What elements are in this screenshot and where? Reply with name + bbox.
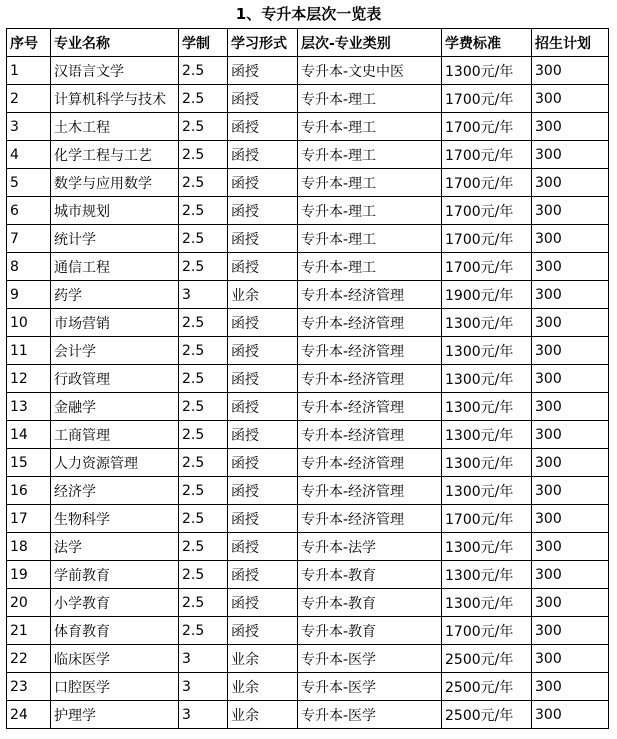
cell-tuition: 1300元/年 [442,365,532,393]
cell-major: 经济学 [51,477,179,505]
table-row [7,477,609,505]
cell-quota: 300 [532,421,609,449]
cell-study-mode: 业余 [228,701,298,729]
cell-category: 专升本-经济管理 [298,505,442,533]
cell-duration: 2.5 [179,57,228,85]
cell-category: 专升本-理工 [298,141,442,169]
cell-duration: 2.5 [179,449,228,477]
cell-major: 临床医学 [51,645,179,673]
table-row [7,673,609,701]
cell-quota: 300 [532,141,609,169]
cell-category: 专升本-理工 [298,225,442,253]
cell-duration: 2.5 [179,169,228,197]
header-major: 专业名称 [51,29,179,57]
cell-duration: 2.5 [179,393,228,421]
cell-tuition: 1300元/年 [442,393,532,421]
cell-tuition: 1700元/年 [442,253,532,281]
cell-index: 17 [7,505,51,533]
cell-study-mode: 函授 [228,589,298,617]
table-row [7,225,609,253]
cell-quota: 300 [532,365,609,393]
table-row [7,393,609,421]
cell-index: 12 [7,365,51,393]
table-row [7,589,609,617]
cell-tuition: 1700元/年 [442,141,532,169]
cell-study-mode: 函授 [228,393,298,421]
table-row [7,701,609,729]
table-row [7,113,609,141]
cell-index: 8 [7,253,51,281]
cell-category: 专升本-理工 [298,113,442,141]
cell-index: 16 [7,477,51,505]
cell-category: 专升本-经济管理 [298,309,442,337]
cell-tuition: 1700元/年 [442,225,532,253]
cell-quota: 300 [532,701,609,729]
cell-index: 4 [7,141,51,169]
cell-study-mode: 函授 [228,57,298,85]
cell-category: 专升本-理工 [298,169,442,197]
cell-index: 14 [7,421,51,449]
cell-quota: 300 [532,561,609,589]
table-row [7,533,609,561]
cell-major: 工商管理 [51,421,179,449]
cell-index: 13 [7,393,51,421]
cell-major: 会计学 [51,337,179,365]
cell-duration: 2.5 [179,589,228,617]
cell-quota: 300 [532,617,609,645]
cell-quota: 300 [532,197,609,225]
cell-quota: 300 [532,281,609,309]
page-title: 1、专升本层次一览表 [235,5,382,23]
cell-quota: 300 [532,57,609,85]
cell-study-mode: 函授 [228,309,298,337]
cell-study-mode: 函授 [228,197,298,225]
table-row [7,449,609,477]
cell-tuition: 1700元/年 [442,85,532,113]
cell-tuition: 1300元/年 [442,309,532,337]
cell-index: 5 [7,169,51,197]
cell-quota: 300 [532,225,609,253]
cell-tuition: 1700元/年 [442,169,532,197]
cell-duration: 2.5 [179,505,228,533]
cell-quota: 300 [532,673,609,701]
cell-category: 专升本-经济管理 [298,281,442,309]
cell-major: 人力资源管理 [51,449,179,477]
cell-category: 专升本-法学 [298,533,442,561]
table-row [7,85,609,113]
cell-tuition: 1300元/年 [442,421,532,449]
cell-quota: 300 [532,113,609,141]
table-row [7,281,609,309]
cell-major: 口腔医学 [51,673,179,701]
cell-study-mode: 函授 [228,141,298,169]
cell-major: 土木工程 [51,113,179,141]
cell-index: 18 [7,533,51,561]
cell-study-mode: 函授 [228,477,298,505]
cell-index: 15 [7,449,51,477]
cell-duration: 2.5 [179,561,228,589]
cell-tuition: 1700元/年 [442,197,532,225]
cell-study-mode: 业余 [228,281,298,309]
cell-study-mode: 函授 [228,169,298,197]
cell-study-mode: 函授 [228,617,298,645]
table-row [7,617,609,645]
cell-tuition: 1700元/年 [442,505,532,533]
table-row [7,365,609,393]
cell-duration: 2.5 [179,225,228,253]
cell-study-mode: 函授 [228,337,298,365]
cell-duration: 2.5 [179,477,228,505]
cell-index: 22 [7,645,51,673]
cell-major: 法学 [51,533,179,561]
cell-quota: 300 [532,85,609,113]
header-tuition: 学费标准 [442,29,532,57]
cell-quota: 300 [532,309,609,337]
cell-major: 金融学 [51,393,179,421]
header-study-mode: 学习形式 [228,29,298,57]
cell-duration: 3 [179,701,228,729]
cell-major: 学前教育 [51,561,179,589]
cell-quota: 300 [532,393,609,421]
cell-major: 数学与应用数学 [51,169,179,197]
cell-quota: 300 [532,253,609,281]
cell-category: 专升本-理工 [298,85,442,113]
cell-major: 行政管理 [51,365,179,393]
cell-duration: 2.5 [179,253,228,281]
cell-study-mode: 函授 [228,421,298,449]
cell-major: 统计学 [51,225,179,253]
header-index: 序号 [7,29,51,57]
cell-study-mode: 函授 [228,253,298,281]
table-header-row [7,29,609,57]
cell-major: 化学工程与工艺 [51,141,179,169]
cell-major: 计算机科学与技术 [51,85,179,113]
header-duration: 学制 [179,29,228,57]
cell-index: 21 [7,617,51,645]
cell-category: 专升本-医学 [298,673,442,701]
cell-index: 23 [7,673,51,701]
cell-quota: 300 [532,589,609,617]
program-table [6,28,609,729]
cell-tuition: 1700元/年 [442,617,532,645]
cell-duration: 2.5 [179,421,228,449]
cell-tuition: 1700元/年 [442,113,532,141]
cell-tuition: 1300元/年 [442,561,532,589]
cell-index: 7 [7,225,51,253]
cell-study-mode: 函授 [228,505,298,533]
cell-major: 城市规划 [51,197,179,225]
cell-index: 10 [7,309,51,337]
cell-category: 专升本-经济管理 [298,393,442,421]
cell-duration: 2.5 [179,85,228,113]
cell-tuition: 2500元/年 [442,645,532,673]
header-quota: 招生计划 [532,29,609,57]
cell-category: 专升本-经济管理 [298,449,442,477]
cell-category: 专升本-教育 [298,617,442,645]
cell-duration: 2.5 [179,337,228,365]
cell-index: 2 [7,85,51,113]
cell-study-mode: 函授 [228,449,298,477]
cell-category: 专升本-教育 [298,561,442,589]
cell-duration: 2.5 [179,141,228,169]
header-category: 层次-专业类别 [298,29,442,57]
cell-major: 生物科学 [51,505,179,533]
cell-duration: 2.5 [179,113,228,141]
cell-tuition: 1900元/年 [442,281,532,309]
cell-study-mode: 函授 [228,533,298,561]
cell-tuition: 1300元/年 [442,589,532,617]
cell-duration: 3 [179,281,228,309]
cell-index: 9 [7,281,51,309]
table-row [7,57,609,85]
cell-major: 通信工程 [51,253,179,281]
cell-index: 19 [7,561,51,589]
cell-study-mode: 函授 [228,365,298,393]
table-row [7,505,609,533]
cell-category: 专升本-经济管理 [298,477,442,505]
table-row [7,141,609,169]
cell-major: 体育教育 [51,617,179,645]
cell-quota: 300 [532,533,609,561]
table-row [7,309,609,337]
cell-category: 专升本-医学 [298,645,442,673]
cell-major: 药学 [51,281,179,309]
cell-quota: 300 [532,337,609,365]
table-row [7,645,609,673]
cell-category: 专升本-理工 [298,253,442,281]
cell-duration: 2.5 [179,365,228,393]
cell-duration: 3 [179,673,228,701]
cell-tuition: 2500元/年 [442,701,532,729]
cell-duration: 2.5 [179,533,228,561]
cell-study-mode: 函授 [228,225,298,253]
cell-duration: 2.5 [179,197,228,225]
cell-duration: 3 [179,645,228,673]
table-row [7,169,609,197]
cell-index: 11 [7,337,51,365]
cell-index: 20 [7,589,51,617]
cell-duration: 2.5 [179,617,228,645]
cell-category: 专升本-经济管理 [298,421,442,449]
cell-category: 专升本-医学 [298,701,442,729]
cell-study-mode: 函授 [228,561,298,589]
cell-study-mode: 业余 [228,645,298,673]
cell-quota: 300 [532,449,609,477]
cell-quota: 300 [532,505,609,533]
table-row [7,197,609,225]
cell-index: 1 [7,57,51,85]
cell-study-mode: 函授 [228,113,298,141]
cell-index: 24 [7,701,51,729]
cell-category: 专升本-经济管理 [298,365,442,393]
cell-duration: 2.5 [179,309,228,337]
cell-tuition: 1300元/年 [442,477,532,505]
cell-tuition: 1300元/年 [442,449,532,477]
cell-category: 专升本-文史中医 [298,57,442,85]
cell-category: 专升本-经济管理 [298,337,442,365]
cell-tuition: 2500元/年 [442,673,532,701]
table-row [7,337,609,365]
table-row [7,421,609,449]
cell-major: 护理学 [51,701,179,729]
cell-major: 市场营销 [51,309,179,337]
cell-quota: 300 [532,169,609,197]
cell-tuition: 1300元/年 [442,337,532,365]
cell-quota: 300 [532,645,609,673]
table-body [7,57,609,729]
cell-study-mode: 函授 [228,85,298,113]
cell-tuition: 1300元/年 [442,57,532,85]
cell-study-mode: 业余 [228,673,298,701]
cell-category: 专升本-教育 [298,589,442,617]
table-row [7,253,609,281]
cell-quota: 300 [532,477,609,505]
table-row [7,561,609,589]
cell-index: 6 [7,197,51,225]
cell-major: 汉语言文学 [51,57,179,85]
cell-category: 专升本-理工 [298,197,442,225]
cell-index: 3 [7,113,51,141]
cell-major: 小学教育 [51,589,179,617]
cell-tuition: 1300元/年 [442,533,532,561]
